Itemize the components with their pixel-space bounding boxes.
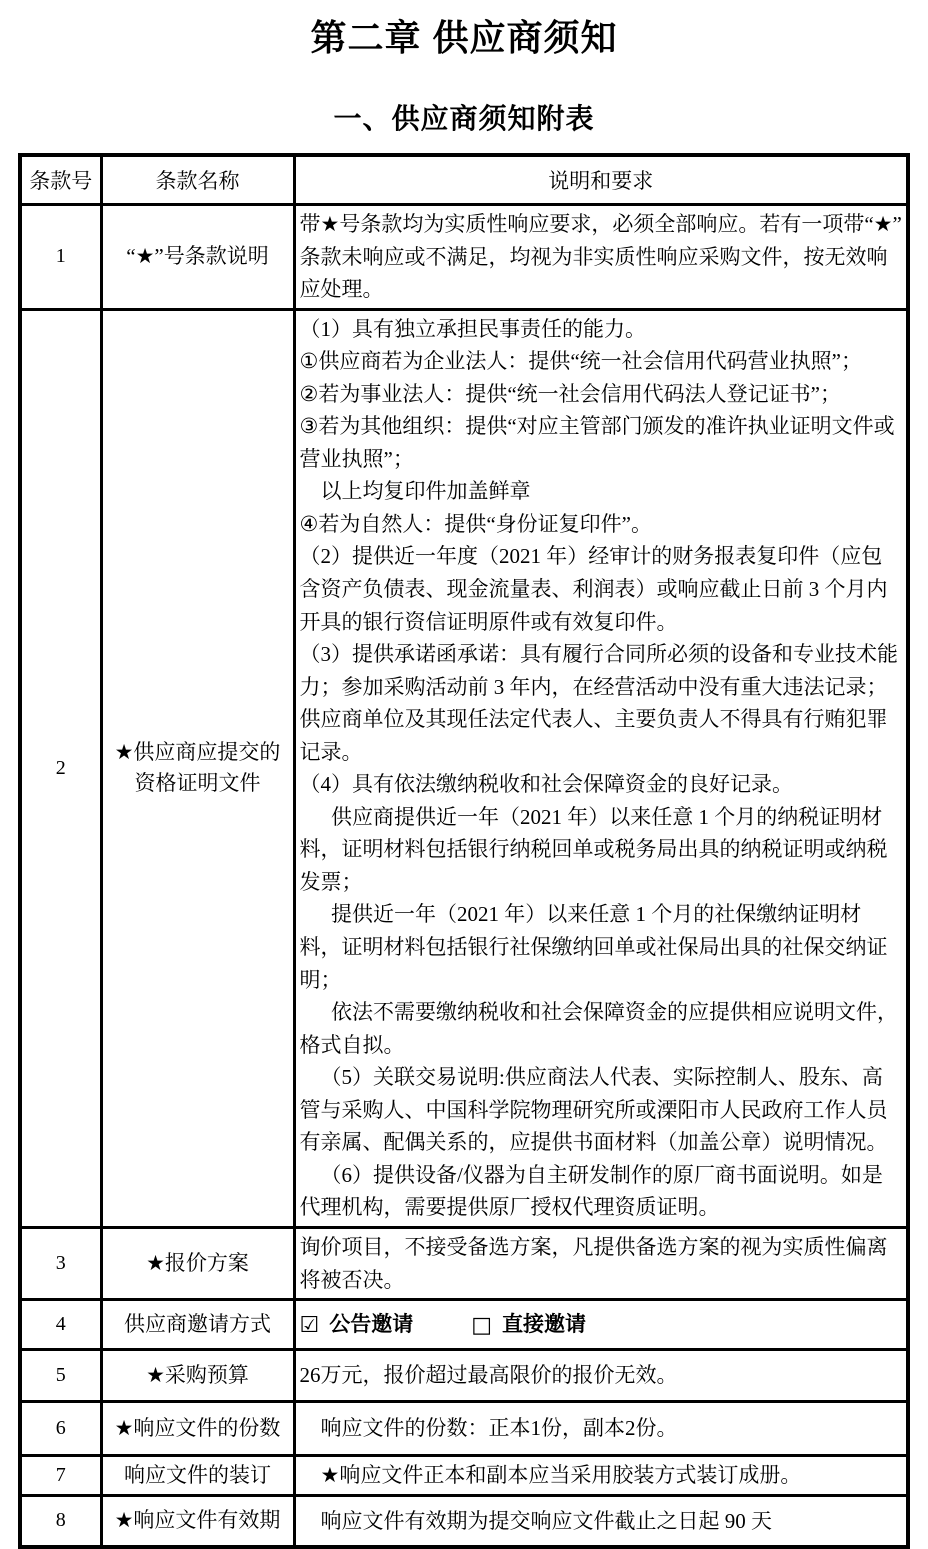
description-paragraph: ★响应文件正本和副本应当采用胶装方式装订成册。 <box>320 1463 802 1488</box>
clause-description-cell <box>294 1495 908 1547</box>
header-description: 说明和要求 <box>294 155 908 205</box>
supplier-notice-table <box>18 153 910 1549</box>
clause-number-cell: 1 <box>20 205 101 310</box>
checked-checkbox-icon: ☑ <box>299 1312 320 1338</box>
clause-number-cell: 5 <box>20 1350 101 1402</box>
clause-number-cell: 4 <box>20 1300 101 1350</box>
table-row <box>20 205 908 310</box>
description-paragraph: 带★号条款均为实质性响应要求，必须全部响应。若有一项带“★”条款未响应或不满足，均视为非实质性响应采购文件，按无效响应处理。 <box>299 212 902 302</box>
page-title: 第二章 供应商须知 <box>310 17 618 58</box>
description-paragraph: （3）提供承诺函承诺：具有履行合同所必须的设备和专业技术能力；参加采购活动前 3 年内，在经营活动中没有重大违法记录；供应商单位及其现任法定代表人、主要负责人不得具有行贿犯罪记录。 <box>299 642 898 764</box>
table-row <box>20 1456 908 1496</box>
description-paragraph: ②若为事业法人：提供“统一社会信用代码法人登记证书”； <box>299 381 841 406</box>
invitation-option <box>471 1312 586 1336</box>
clause-name-cell: ★供应商应提交的资格证明文件 <box>101 309 294 1227</box>
clause-description-cell <box>294 205 908 310</box>
clause-description-cell <box>294 309 908 1227</box>
clause-number-cell: 2 <box>20 309 101 1227</box>
option-label: 直接邀请 <box>502 1311 587 1336</box>
table-row <box>20 1300 908 1350</box>
clause-description-cell <box>294 1456 908 1496</box>
header-clause-name: 条款名称 <box>101 155 294 205</box>
document-page <box>0 10 928 1549</box>
description-paragraph: （2）提供近一年度（2021 年）经审计的财务报表复印件（应包含资产负债表、现金流量表、利润表）或响应截止日前 3 个月内开具的银行资信证明原件或有效复印件。 <box>299 544 888 634</box>
unchecked-checkbox-icon: □ <box>471 1312 493 1338</box>
table-header-row <box>20 155 908 205</box>
description-paragraph: 以上均复印件加盖鲜章 <box>320 479 531 504</box>
clause-name-cell: ★报价方案 <box>101 1227 294 1299</box>
description-paragraph: 提供近一年（2021 年）以来任意 1 个月的社保缴纳证明材料，证明材料包括银行社保缴纳回单或社保局出具的社保交纳证明； <box>299 902 888 992</box>
description-paragraph: 询价项目，不接受备选方案，凡提供备选方案的视为实质性偏离将被否决。 <box>299 1234 888 1292</box>
description-paragraph: 供应商提供近一年（2021 年）以来任意 1 个月的纳税证明材料，证明材料包括银行纳税回单或税务局出具的纳税证明或纳税发票； <box>299 804 888 894</box>
table-row <box>20 1495 908 1547</box>
description-paragraph: （6）提供设备/仪器为自主研发制作的原厂商书面说明。如是代理机构，需要提供原厂授权代理资质证明。 <box>299 1162 883 1220</box>
table-row <box>20 1350 908 1402</box>
invitation-options <box>300 1308 903 1342</box>
option-label: 公告邀请 <box>329 1311 414 1336</box>
clause-number-cell: 6 <box>20 1402 101 1456</box>
description-paragraph: 响应文件有效期为提交响应文件截止之日起 90 天 <box>320 1508 772 1533</box>
description-paragraph: （5）关联交易说明:供应商法人代表、实际控制人、股东、高管与采购人、中国科学院物理研究所或溧阳市人民政府工作人员有亲属、配偶关系的，应提供书面材料（加盖公章）说明情况。 <box>299 1065 888 1155</box>
clause-name-cell: 供应商邀请方式 <box>101 1300 294 1350</box>
description-paragraph: 依法不需要缴纳税收和社会保障资金的应提供相应说明文件，格式自拟。 <box>299 1000 898 1057</box>
clause-name-cell: ★响应文件的份数 <box>101 1402 294 1456</box>
clause-description-cell <box>294 1227 908 1299</box>
clause-description-cell <box>294 1300 908 1350</box>
clause-name-cell: ★采购预算 <box>101 1350 294 1402</box>
clause-description-cell <box>294 1402 908 1456</box>
description-paragraph: （4）具有依法缴纳税收和社会保障资金的良好记录。 <box>299 772 793 797</box>
description-paragraph: （1）具有独立承担民事责任的能力。 <box>299 316 646 341</box>
clause-number-cell: 7 <box>20 1456 101 1496</box>
description-paragraph: ③若为其他组织：提供“对应主管部门颁发的准许执业证明文件或营业执照”； <box>299 414 895 471</box>
clause-number-cell: 3 <box>20 1227 101 1299</box>
clause-name-cell: 响应文件的装订 <box>101 1456 294 1496</box>
table-row <box>20 309 908 1227</box>
clause-description-cell <box>294 1350 908 1402</box>
section-title: 一、供应商须知附表 <box>333 103 595 134</box>
clause-name-cell: ★响应文件有效期 <box>101 1495 294 1547</box>
description-paragraph: ④若为自然人：提供“身份证复印件”。 <box>299 511 652 536</box>
clause-name-cell: “★”号条款说明 <box>101 205 294 310</box>
table-body <box>20 205 908 1548</box>
table-row <box>20 1402 908 1456</box>
header-clause-number: 条款号 <box>20 155 101 205</box>
description-paragraph: 响应文件的份数：正本1份，副本2份。 <box>320 1416 678 1441</box>
table-row <box>20 1227 908 1299</box>
description-paragraph: 26万元，报价超过最高限价的报价无效。 <box>299 1363 678 1388</box>
description-paragraph: ①供应商若为企业法人：提供“统一社会信用代码营业执照”； <box>299 349 862 374</box>
clause-number-cell: 8 <box>20 1495 101 1547</box>
invitation-option <box>300 1312 414 1336</box>
